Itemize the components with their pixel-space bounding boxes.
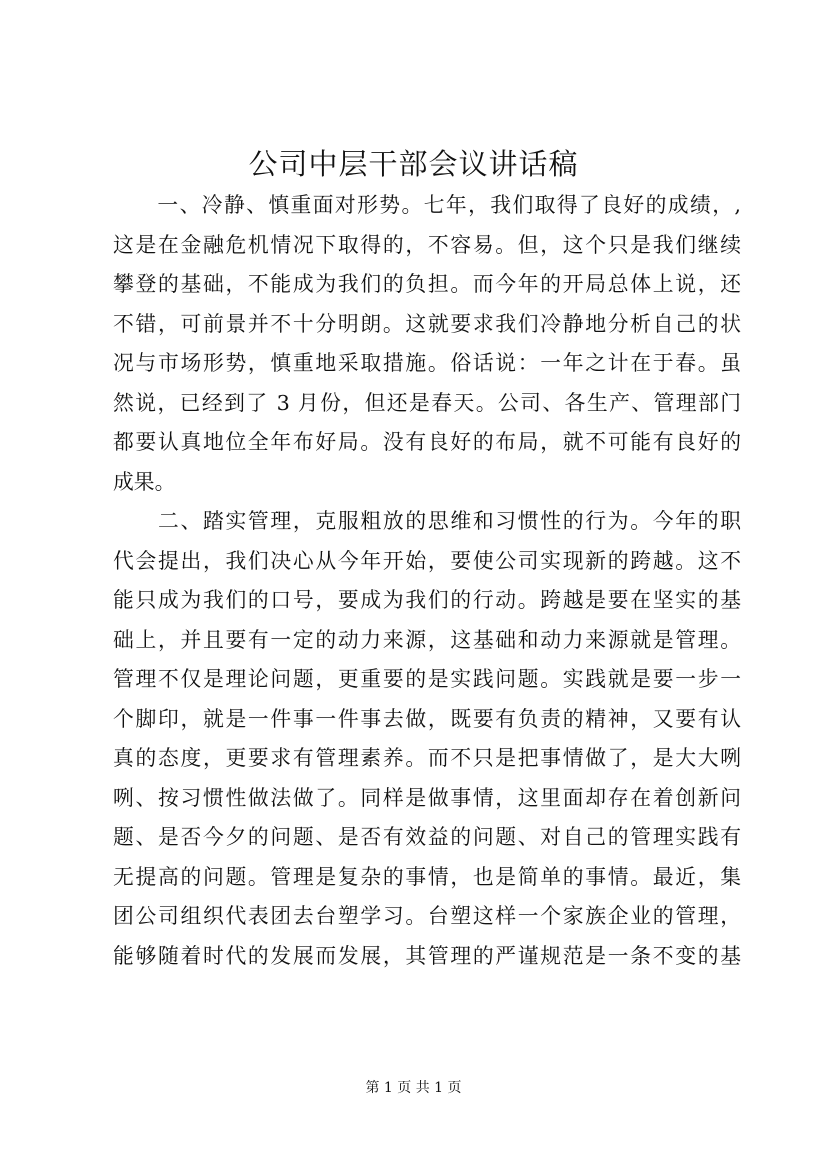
page-footer: 第 1 页 共 1 页 — [365, 1080, 462, 1096]
text-line: 成果。 — [113, 469, 176, 494]
text-line: 二、踏实管理，克服粗放的思维和习惯性的行为。今年的职 — [113, 509, 741, 533]
text-line: 能够随着时代的发展而发展，其管理的严谨规范是一条不变的基 — [113, 943, 741, 968]
text-line: 题、是否今夕的问题、是否有效益的问题、对自己的管理实践有 — [113, 825, 741, 849]
text-line: 咧、按习惯性做法做了。同样是做事情，这里面却存在着创新问 — [113, 785, 741, 810]
text-line: 然说，已经到了 3 月份，但还是春天。公司、各生产、管理部门 — [113, 390, 741, 415]
text-line: 础上，并且要有一定的动力来源，这基础和动力来源就是管理。 — [113, 627, 741, 652]
text-line: 管理不仅是理论问题，更重要的是实践问题。实践就是要一步一 — [113, 667, 741, 691]
text-line: 团公司组织代表团去台塑学习。台塑这样一个家族企业的管理， — [113, 904, 741, 928]
text-line: 这是在金融危机情况下取得的，不容易。但，这个只是我们继续 — [113, 232, 741, 257]
text-line: 个脚印，就是一件事一件事去做，既要有负责的精神，又要有认 — [113, 706, 741, 731]
document-body — [113, 186, 741, 976]
document-title: 公司中层干部会议讲话稿 — [248, 147, 579, 181]
text-line: 代会提出，我们决心从今年开始，要使公司实现新的跨越。这不 — [113, 548, 741, 573]
text-line: 况与市场形势，慎重地采取措施。俗话说：一年之计在于春。虽 — [113, 351, 741, 375]
text-line: 不错，可前景并不十分明朗。这就要求我们冷静地分析自己的状 — [113, 311, 741, 336]
text-line: 一、冷静、慎重面对形势。七年，我们取得了良好的成绩，, — [113, 193, 741, 217]
text-line: 都要认真地位全年布好局。没有良好的布局，就不可能有良好的 — [113, 430, 741, 454]
text-line: 真的态度，更要求有管理素养。而不只是把事情做了，是大大咧 — [113, 746, 741, 770]
text-line: 无提高的问题。管理是复杂的事情，也是简单的事情。最近，集 — [113, 864, 741, 889]
paragraph-2 — [113, 502, 741, 976]
text-line: 能只成为我们的口号，要成为我们的行动。跨越是要在坚实的基 — [113, 588, 741, 612]
paragraph-1 — [113, 186, 741, 502]
text-line: 攀登的基础，不能成为我们的负担。而今年的开局总体上说，还 — [113, 272, 741, 296]
